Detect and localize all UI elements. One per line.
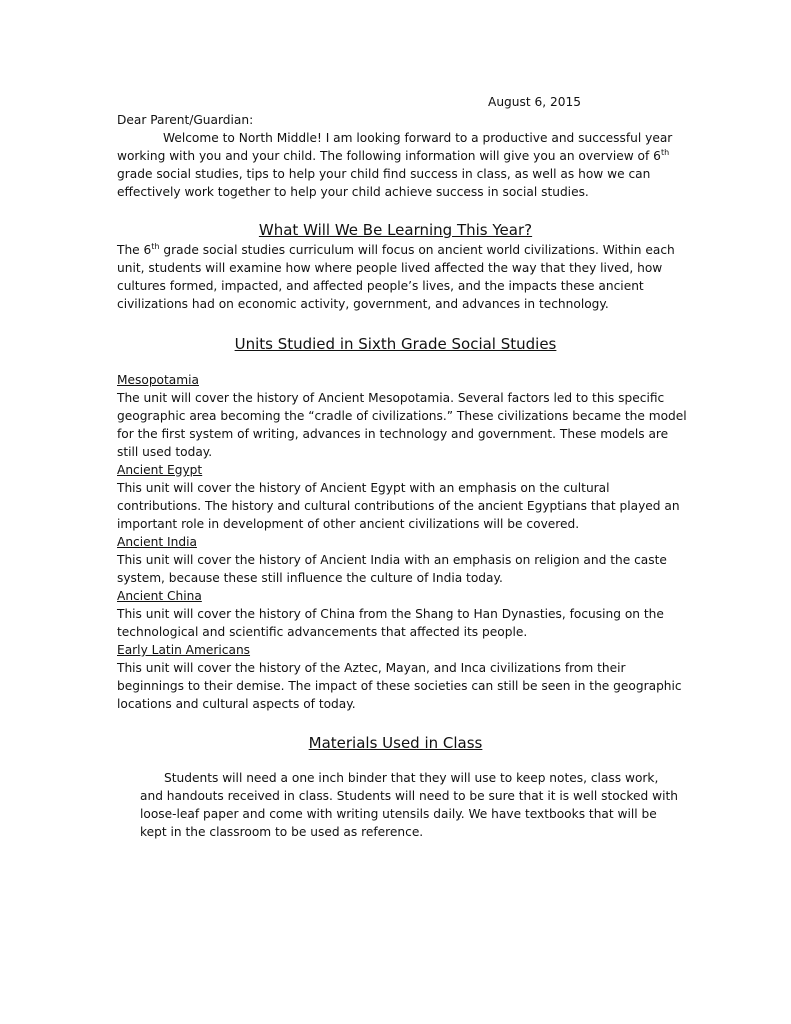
intro-superscript: th (660, 147, 670, 157)
unit-title: Ancient India (117, 535, 197, 549)
unit-ancient-india (117, 533, 687, 587)
unit-description: This unit will cover the history of Ancient India with an emphasis on religion and the caste system, because these still influence the culture of India today. (117, 553, 667, 585)
learning-text-part2: grade social studies curriculum will focus on ancient world civilizations. Within each unit, students will examine how where people lived affected the way that they lived, how cultures formed, impacted, and affected people’s lives, and the impacts these ancient civilizations had on economic activity, government, and advances in technology. (117, 243, 675, 311)
unit-title: Early Latin Americans (117, 643, 251, 657)
unit-description: This unit will cover the history of Ancient Egypt with an emphasis on the cultural contributions. The history and cultural contributions of the ancient Egyptians that played an important role in development of other ancient civilizations will be covered. (117, 481, 680, 531)
unit-mesopotamia (117, 371, 687, 461)
learning-heading: What Will We Be Learning This Year? (258, 221, 533, 239)
unit-early-latin-americans (117, 641, 687, 713)
unit-description: The unit will cover the history of Ancient Mesopotamia. Several factors led to this specific geographic area becoming the “cradle of civilizations.” These civilizations became the model for the first system of writing, advances in technology and government. These models are still used today. (117, 391, 687, 459)
units-list (117, 371, 687, 713)
learning-paragraph (117, 241, 687, 313)
materials-heading: Materials Used in Class (308, 734, 483, 752)
materials-paragraph: Students will need a one inch binder that they will use to keep notes, class work, and handouts received in class. Students will need to be sure that it is well stocked with loose-leaf paper and come with writing utensils daily. We have textbooks that will be kept in the classroom to be used as reference. (140, 771, 678, 839)
unit-ancient-china (117, 587, 687, 641)
intro-text-part2: grade social studies, tips to help your child find success in class, as well as how we can effectively work together to help your child achieve success in social studies. (117, 167, 651, 199)
letter-date: August 6, 2015 (488, 95, 582, 109)
unit-title: Ancient Egypt (117, 463, 203, 477)
unit-ancient-egypt (117, 461, 687, 533)
learning-superscript: th (151, 241, 160, 251)
salutation: Dear Parent/Guardian: (117, 113, 254, 127)
unit-title: Ancient China (117, 589, 202, 603)
units-heading: Units Studied in Sixth Grade Social Studies (234, 335, 557, 353)
learning-text-part1: The 6 (117, 243, 152, 257)
intro-paragraph (117, 129, 687, 201)
unit-title: Mesopotamia (117, 373, 199, 387)
unit-description: This unit will cover the history of the Aztec, Mayan, and Inca civilizations from their beginnings to their demise. The impact of these societies can still be seen in the geographic locations and cultural aspects of today. (117, 661, 682, 711)
unit-description: This unit will cover the history of China from the Shang to Han Dynasties, focusing on the technological and scientific advancements that affected its people. (117, 607, 664, 639)
intro-text-part1: Welcome to North Middle! I am looking forward to a productive and successful year working with you and your child. The following information will give you an overview of 6 (117, 131, 673, 163)
